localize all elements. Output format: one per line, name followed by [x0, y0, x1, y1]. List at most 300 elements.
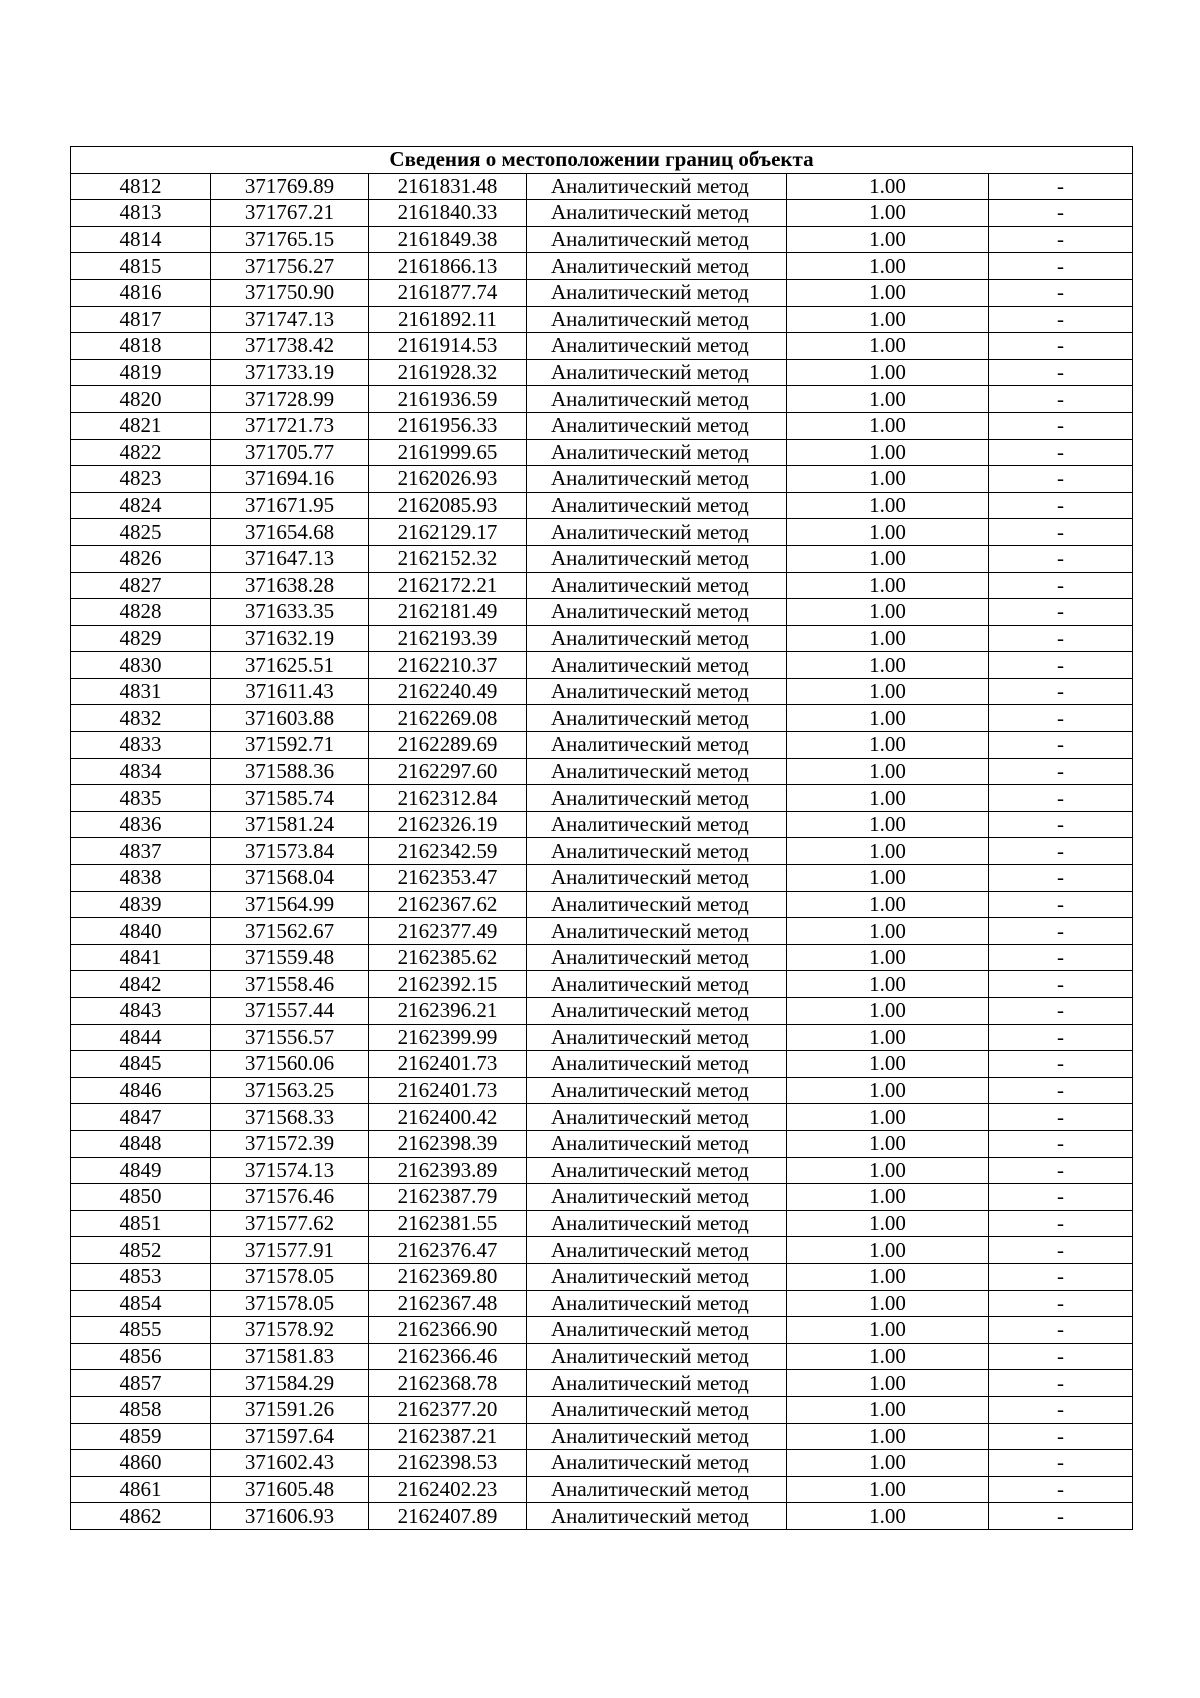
- table-row: [71, 1317, 1133, 1344]
- y-coordinate-cell: 2161840.33: [369, 200, 527, 227]
- method-cell: Аналитический метод: [527, 918, 787, 945]
- description-cell: -: [989, 253, 1133, 280]
- accuracy-cell: 1.00: [787, 279, 989, 306]
- y-coordinate-cell: 2161956.33: [369, 412, 527, 439]
- description-cell: -: [989, 306, 1133, 333]
- accuracy-cell: 1.00: [787, 1130, 989, 1157]
- table-row: [71, 1263, 1133, 1290]
- accuracy-cell: 1.00: [787, 1263, 989, 1290]
- method-cell: Аналитический метод: [527, 226, 787, 253]
- description-cell: -: [989, 811, 1133, 838]
- method-cell: Аналитический метод: [527, 971, 787, 998]
- accuracy-cell: 1.00: [787, 545, 989, 572]
- accuracy-cell: 1.00: [787, 1317, 989, 1344]
- accuracy-cell: 1.00: [787, 758, 989, 785]
- description-cell: -: [989, 333, 1133, 360]
- method-cell: Аналитический метод: [527, 1024, 787, 1051]
- point-number-cell: 4822: [71, 439, 211, 466]
- y-coordinate-cell: 2162398.39: [369, 1130, 527, 1157]
- description-cell: -: [989, 545, 1133, 572]
- x-coordinate-cell: 371578.05: [211, 1263, 369, 1290]
- description-cell: -: [989, 1343, 1133, 1370]
- method-cell: Аналитический метод: [527, 944, 787, 971]
- method-cell: Аналитический метод: [527, 200, 787, 227]
- y-coordinate-cell: 2162366.46: [369, 1343, 527, 1370]
- description-cell: -: [989, 572, 1133, 599]
- accuracy-cell: 1.00: [787, 918, 989, 945]
- description-cell: -: [989, 519, 1133, 546]
- method-cell: Аналитический метод: [527, 466, 787, 493]
- accuracy-cell: 1.00: [787, 865, 989, 892]
- y-coordinate-cell: 2161999.65: [369, 439, 527, 466]
- method-cell: Аналитический метод: [527, 732, 787, 759]
- accuracy-cell: 1.00: [787, 678, 989, 705]
- table-row: [71, 838, 1133, 865]
- x-coordinate-cell: 371647.13: [211, 545, 369, 572]
- table-row: [71, 412, 1133, 439]
- point-number-cell: 4838: [71, 865, 211, 892]
- description-cell: -: [989, 971, 1133, 998]
- point-number-cell: 4819: [71, 359, 211, 386]
- y-coordinate-cell: 2162026.93: [369, 466, 527, 493]
- method-cell: Аналитический метод: [527, 758, 787, 785]
- method-cell: Аналитический метод: [527, 545, 787, 572]
- point-number-cell: 4853: [71, 1263, 211, 1290]
- y-coordinate-cell: 2161892.11: [369, 306, 527, 333]
- accuracy-cell: 1.00: [787, 944, 989, 971]
- point-number-cell: 4821: [71, 412, 211, 439]
- accuracy-cell: 1.00: [787, 492, 989, 519]
- method-cell: Аналитический метод: [527, 1184, 787, 1211]
- y-coordinate-cell: 2162393.89: [369, 1157, 527, 1184]
- table-row: [71, 279, 1133, 306]
- point-number-cell: 4825: [71, 519, 211, 546]
- point-number-cell: 4816: [71, 279, 211, 306]
- table-row: [71, 891, 1133, 918]
- method-cell: Аналитический метод: [527, 1396, 787, 1423]
- accuracy-cell: 1.00: [787, 705, 989, 732]
- accuracy-cell: 1.00: [787, 1051, 989, 1078]
- description-cell: -: [989, 838, 1133, 865]
- table-row: [71, 971, 1133, 998]
- x-coordinate-cell: 371568.33: [211, 1104, 369, 1131]
- y-coordinate-cell: 2162402.23: [369, 1476, 527, 1503]
- method-cell: Аналитический метод: [527, 1290, 787, 1317]
- table-row: [71, 732, 1133, 759]
- x-coordinate-cell: 371560.06: [211, 1051, 369, 1078]
- accuracy-cell: 1.00: [787, 1290, 989, 1317]
- y-coordinate-cell: 2162368.78: [369, 1370, 527, 1397]
- y-coordinate-cell: 2162385.62: [369, 944, 527, 971]
- accuracy-cell: 1.00: [787, 1104, 989, 1131]
- table-row: [71, 1503, 1133, 1530]
- method-cell: Аналитический метод: [527, 705, 787, 732]
- method-cell: Аналитический метод: [527, 625, 787, 652]
- table-row: [71, 678, 1133, 705]
- accuracy-cell: 1.00: [787, 466, 989, 493]
- method-cell: Аналитический метод: [527, 492, 787, 519]
- y-coordinate-cell: 2162398.53: [369, 1450, 527, 1477]
- accuracy-cell: 1.00: [787, 625, 989, 652]
- accuracy-cell: 1.00: [787, 971, 989, 998]
- x-coordinate-cell: 371769.89: [211, 173, 369, 200]
- y-coordinate-cell: 2162269.08: [369, 705, 527, 732]
- description-cell: -: [989, 678, 1133, 705]
- method-cell: Аналитический метод: [527, 678, 787, 705]
- x-coordinate-cell: 371557.44: [211, 998, 369, 1025]
- description-cell: -: [989, 1290, 1133, 1317]
- description-cell: -: [989, 1157, 1133, 1184]
- y-coordinate-cell: 2162312.84: [369, 785, 527, 812]
- point-number-cell: 4834: [71, 758, 211, 785]
- y-coordinate-cell: 2162387.79: [369, 1184, 527, 1211]
- description-cell: -: [989, 226, 1133, 253]
- accuracy-cell: 1.00: [787, 1370, 989, 1397]
- method-cell: Аналитический метод: [527, 1317, 787, 1344]
- y-coordinate-cell: 2162129.17: [369, 519, 527, 546]
- method-cell: Аналитический метод: [527, 412, 787, 439]
- method-cell: Аналитический метод: [527, 1077, 787, 1104]
- description-cell: -: [989, 599, 1133, 626]
- method-cell: Аналитический метод: [527, 599, 787, 626]
- description-cell: -: [989, 758, 1133, 785]
- y-coordinate-cell: 2162353.47: [369, 865, 527, 892]
- description-cell: -: [989, 1104, 1133, 1131]
- method-cell: Аналитический метод: [527, 1237, 787, 1264]
- method-cell: Аналитический метод: [527, 1210, 787, 1237]
- point-number-cell: 4854: [71, 1290, 211, 1317]
- description-cell: -: [989, 891, 1133, 918]
- x-coordinate-cell: 371738.42: [211, 333, 369, 360]
- point-number-cell: 4812: [71, 173, 211, 200]
- table-row: [71, 359, 1133, 386]
- table-row: [71, 466, 1133, 493]
- description-cell: -: [989, 918, 1133, 945]
- y-coordinate-cell: 2162172.21: [369, 572, 527, 599]
- x-coordinate-cell: 371756.27: [211, 253, 369, 280]
- description-cell: -: [989, 439, 1133, 466]
- method-cell: Аналитический метод: [527, 998, 787, 1025]
- accuracy-cell: 1.00: [787, 1077, 989, 1104]
- table-row: [71, 1130, 1133, 1157]
- table-row: [71, 1077, 1133, 1104]
- method-cell: Аналитический метод: [527, 1130, 787, 1157]
- accuracy-cell: 1.00: [787, 1184, 989, 1211]
- description-cell: -: [989, 1503, 1133, 1530]
- method-cell: Аналитический метод: [527, 1343, 787, 1370]
- method-cell: Аналитический метод: [527, 811, 787, 838]
- accuracy-cell: 1.00: [787, 1024, 989, 1051]
- y-coordinate-cell: 2162367.48: [369, 1290, 527, 1317]
- accuracy-cell: 1.00: [787, 1237, 989, 1264]
- point-number-cell: 4852: [71, 1237, 211, 1264]
- x-coordinate-cell: 371602.43: [211, 1450, 369, 1477]
- x-coordinate-cell: 371577.62: [211, 1210, 369, 1237]
- accuracy-cell: 1.00: [787, 572, 989, 599]
- x-coordinate-cell: 371563.25: [211, 1077, 369, 1104]
- table-row: [71, 1370, 1133, 1397]
- description-cell: -: [989, 998, 1133, 1025]
- y-coordinate-cell: 2162392.15: [369, 971, 527, 998]
- description-cell: -: [989, 466, 1133, 493]
- x-coordinate-cell: 371694.16: [211, 466, 369, 493]
- table-row: [71, 811, 1133, 838]
- point-number-cell: 4855: [71, 1317, 211, 1344]
- table-row: [71, 1423, 1133, 1450]
- accuracy-cell: 1.00: [787, 891, 989, 918]
- point-number-cell: 4842: [71, 971, 211, 998]
- description-cell: -: [989, 944, 1133, 971]
- table-row: [71, 1237, 1133, 1264]
- method-cell: Аналитический метод: [527, 253, 787, 280]
- table-row: [71, 1210, 1133, 1237]
- description-cell: -: [989, 359, 1133, 386]
- accuracy-cell: 1.00: [787, 359, 989, 386]
- description-cell: -: [989, 705, 1133, 732]
- point-number-cell: 4824: [71, 492, 211, 519]
- point-number-cell: 4827: [71, 572, 211, 599]
- x-coordinate-cell: 371705.77: [211, 439, 369, 466]
- accuracy-cell: 1.00: [787, 652, 989, 679]
- y-coordinate-cell: 2162399.99: [369, 1024, 527, 1051]
- method-cell: Аналитический метод: [527, 865, 787, 892]
- y-coordinate-cell: 2162289.69: [369, 732, 527, 759]
- x-coordinate-cell: 371588.36: [211, 758, 369, 785]
- table-row: [71, 1450, 1133, 1477]
- point-number-cell: 4846: [71, 1077, 211, 1104]
- method-cell: Аналитический метод: [527, 838, 787, 865]
- method-cell: Аналитический метод: [527, 1157, 787, 1184]
- table-row: [71, 439, 1133, 466]
- x-coordinate-cell: 371603.88: [211, 705, 369, 732]
- x-coordinate-cell: 371605.48: [211, 1476, 369, 1503]
- method-cell: Аналитический метод: [527, 572, 787, 599]
- table-title-row: [71, 147, 1133, 174]
- table-row: [71, 944, 1133, 971]
- accuracy-cell: 1.00: [787, 386, 989, 413]
- x-coordinate-cell: 371765.15: [211, 226, 369, 253]
- y-coordinate-cell: 2162297.60: [369, 758, 527, 785]
- y-coordinate-cell: 2162387.21: [369, 1423, 527, 1450]
- description-cell: -: [989, 1317, 1133, 1344]
- point-number-cell: 4861: [71, 1476, 211, 1503]
- description-cell: -: [989, 1263, 1133, 1290]
- y-coordinate-cell: 2162085.93: [369, 492, 527, 519]
- description-cell: -: [989, 865, 1133, 892]
- table-row: [71, 705, 1133, 732]
- y-coordinate-cell: 2161936.59: [369, 386, 527, 413]
- point-number-cell: 4847: [71, 1104, 211, 1131]
- description-cell: -: [989, 1370, 1133, 1397]
- x-coordinate-cell: 371584.29: [211, 1370, 369, 1397]
- table-row: [71, 785, 1133, 812]
- table-row: [71, 333, 1133, 360]
- table-row: [71, 253, 1133, 280]
- accuracy-cell: 1.00: [787, 785, 989, 812]
- point-number-cell: 4848: [71, 1130, 211, 1157]
- description-cell: -: [989, 173, 1133, 200]
- y-coordinate-cell: 2161914.53: [369, 333, 527, 360]
- point-number-cell: 4832: [71, 705, 211, 732]
- method-cell: Аналитический метод: [527, 1503, 787, 1530]
- method-cell: Аналитический метод: [527, 1051, 787, 1078]
- description-cell: -: [989, 1476, 1133, 1503]
- x-coordinate-cell: 371671.95: [211, 492, 369, 519]
- accuracy-cell: 1.00: [787, 253, 989, 280]
- accuracy-cell: 1.00: [787, 1476, 989, 1503]
- accuracy-cell: 1.00: [787, 412, 989, 439]
- point-number-cell: 4839: [71, 891, 211, 918]
- point-number-cell: 4857: [71, 1370, 211, 1397]
- method-cell: Аналитический метод: [527, 785, 787, 812]
- table-row: [71, 1184, 1133, 1211]
- point-number-cell: 4820: [71, 386, 211, 413]
- method-cell: Аналитический метод: [527, 439, 787, 466]
- x-coordinate-cell: 371572.39: [211, 1130, 369, 1157]
- point-number-cell: 4843: [71, 998, 211, 1025]
- y-coordinate-cell: 2161866.13: [369, 253, 527, 280]
- point-number-cell: 4860: [71, 1450, 211, 1477]
- table-row: [71, 226, 1133, 253]
- point-number-cell: 4850: [71, 1184, 211, 1211]
- point-number-cell: 4828: [71, 599, 211, 626]
- method-cell: Аналитический метод: [527, 279, 787, 306]
- description-cell: -: [989, 412, 1133, 439]
- accuracy-cell: 1.00: [787, 998, 989, 1025]
- accuracy-cell: 1.00: [787, 200, 989, 227]
- y-coordinate-cell: 2161831.48: [369, 173, 527, 200]
- x-coordinate-cell: 371574.13: [211, 1157, 369, 1184]
- table-row: [71, 545, 1133, 572]
- x-coordinate-cell: 371638.28: [211, 572, 369, 599]
- method-cell: Аналитический метод: [527, 652, 787, 679]
- y-coordinate-cell: 2162401.73: [369, 1051, 527, 1078]
- table-row: [71, 306, 1133, 333]
- accuracy-cell: 1.00: [787, 519, 989, 546]
- table-row: [71, 1051, 1133, 1078]
- accuracy-cell: 1.00: [787, 226, 989, 253]
- y-coordinate-cell: 2162400.42: [369, 1104, 527, 1131]
- y-coordinate-cell: 2162376.47: [369, 1237, 527, 1264]
- description-cell: -: [989, 1024, 1133, 1051]
- method-cell: Аналитический метод: [527, 333, 787, 360]
- y-coordinate-cell: 2162407.89: [369, 1503, 527, 1530]
- point-number-cell: 4845: [71, 1051, 211, 1078]
- x-coordinate-cell: 371564.99: [211, 891, 369, 918]
- x-coordinate-cell: 371568.04: [211, 865, 369, 892]
- point-number-cell: 4859: [71, 1423, 211, 1450]
- point-number-cell: 4823: [71, 466, 211, 493]
- x-coordinate-cell: 371654.68: [211, 519, 369, 546]
- table-row: [71, 1104, 1133, 1131]
- accuracy-cell: 1.00: [787, 333, 989, 360]
- accuracy-cell: 1.00: [787, 838, 989, 865]
- y-coordinate-cell: 2162181.49: [369, 599, 527, 626]
- point-number-cell: 4836: [71, 811, 211, 838]
- table-row: [71, 1476, 1133, 1503]
- y-coordinate-cell: 2162240.49: [369, 678, 527, 705]
- y-coordinate-cell: 2161928.32: [369, 359, 527, 386]
- accuracy-cell: 1.00: [787, 1450, 989, 1477]
- description-cell: -: [989, 1237, 1133, 1264]
- point-number-cell: 4813: [71, 200, 211, 227]
- method-cell: Аналитический метод: [527, 1263, 787, 1290]
- description-cell: -: [989, 1423, 1133, 1450]
- point-number-cell: 4851: [71, 1210, 211, 1237]
- method-cell: Аналитический метод: [527, 306, 787, 333]
- accuracy-cell: 1.00: [787, 306, 989, 333]
- x-coordinate-cell: 371578.92: [211, 1317, 369, 1344]
- point-number-cell: 4837: [71, 838, 211, 865]
- method-cell: Аналитический метод: [527, 519, 787, 546]
- accuracy-cell: 1.00: [787, 173, 989, 200]
- point-number-cell: 4817: [71, 306, 211, 333]
- accuracy-cell: 1.00: [787, 1423, 989, 1450]
- method-cell: Аналитический метод: [527, 891, 787, 918]
- y-coordinate-cell: 2162326.19: [369, 811, 527, 838]
- description-cell: -: [989, 1051, 1133, 1078]
- y-coordinate-cell: 2161849.38: [369, 226, 527, 253]
- x-coordinate-cell: 371591.26: [211, 1396, 369, 1423]
- table-row: [71, 865, 1133, 892]
- x-coordinate-cell: 371556.57: [211, 1024, 369, 1051]
- accuracy-cell: 1.00: [787, 1157, 989, 1184]
- description-cell: -: [989, 1077, 1133, 1104]
- accuracy-cell: 1.00: [787, 811, 989, 838]
- y-coordinate-cell: 2161877.74: [369, 279, 527, 306]
- x-coordinate-cell: 371581.83: [211, 1343, 369, 1370]
- y-coordinate-cell: 2162377.49: [369, 918, 527, 945]
- method-cell: Аналитический метод: [527, 1370, 787, 1397]
- x-coordinate-cell: 371558.46: [211, 971, 369, 998]
- table-row: [71, 1157, 1133, 1184]
- x-coordinate-cell: 371611.43: [211, 678, 369, 705]
- y-coordinate-cell: 2162366.90: [369, 1317, 527, 1344]
- table-row: [71, 758, 1133, 785]
- description-cell: -: [989, 652, 1133, 679]
- table-body: [71, 147, 1133, 1530]
- point-number-cell: 4814: [71, 226, 211, 253]
- y-coordinate-cell: 2162381.55: [369, 1210, 527, 1237]
- point-number-cell: 4830: [71, 652, 211, 679]
- accuracy-cell: 1.00: [787, 1503, 989, 1530]
- accuracy-cell: 1.00: [787, 1343, 989, 1370]
- method-cell: Аналитический метод: [527, 386, 787, 413]
- y-coordinate-cell: 2162396.21: [369, 998, 527, 1025]
- description-cell: -: [989, 279, 1133, 306]
- table-title: Сведения о местоположении границ объекта: [71, 147, 1133, 174]
- x-coordinate-cell: 371606.93: [211, 1503, 369, 1530]
- point-number-cell: 4858: [71, 1396, 211, 1423]
- description-cell: -: [989, 1450, 1133, 1477]
- x-coordinate-cell: 371585.74: [211, 785, 369, 812]
- y-coordinate-cell: 2162210.37: [369, 652, 527, 679]
- table-row: [71, 918, 1133, 945]
- table-row: [71, 386, 1133, 413]
- method-cell: Аналитический метод: [527, 173, 787, 200]
- point-number-cell: 4815: [71, 253, 211, 280]
- description-cell: -: [989, 492, 1133, 519]
- description-cell: -: [989, 1130, 1133, 1157]
- x-coordinate-cell: 371559.48: [211, 944, 369, 971]
- y-coordinate-cell: 2162342.59: [369, 838, 527, 865]
- method-cell: Аналитический метод: [527, 1104, 787, 1131]
- x-coordinate-cell: 371562.67: [211, 918, 369, 945]
- table-row: [71, 1343, 1133, 1370]
- description-cell: -: [989, 625, 1133, 652]
- table-row: [71, 173, 1133, 200]
- table-row: [71, 492, 1133, 519]
